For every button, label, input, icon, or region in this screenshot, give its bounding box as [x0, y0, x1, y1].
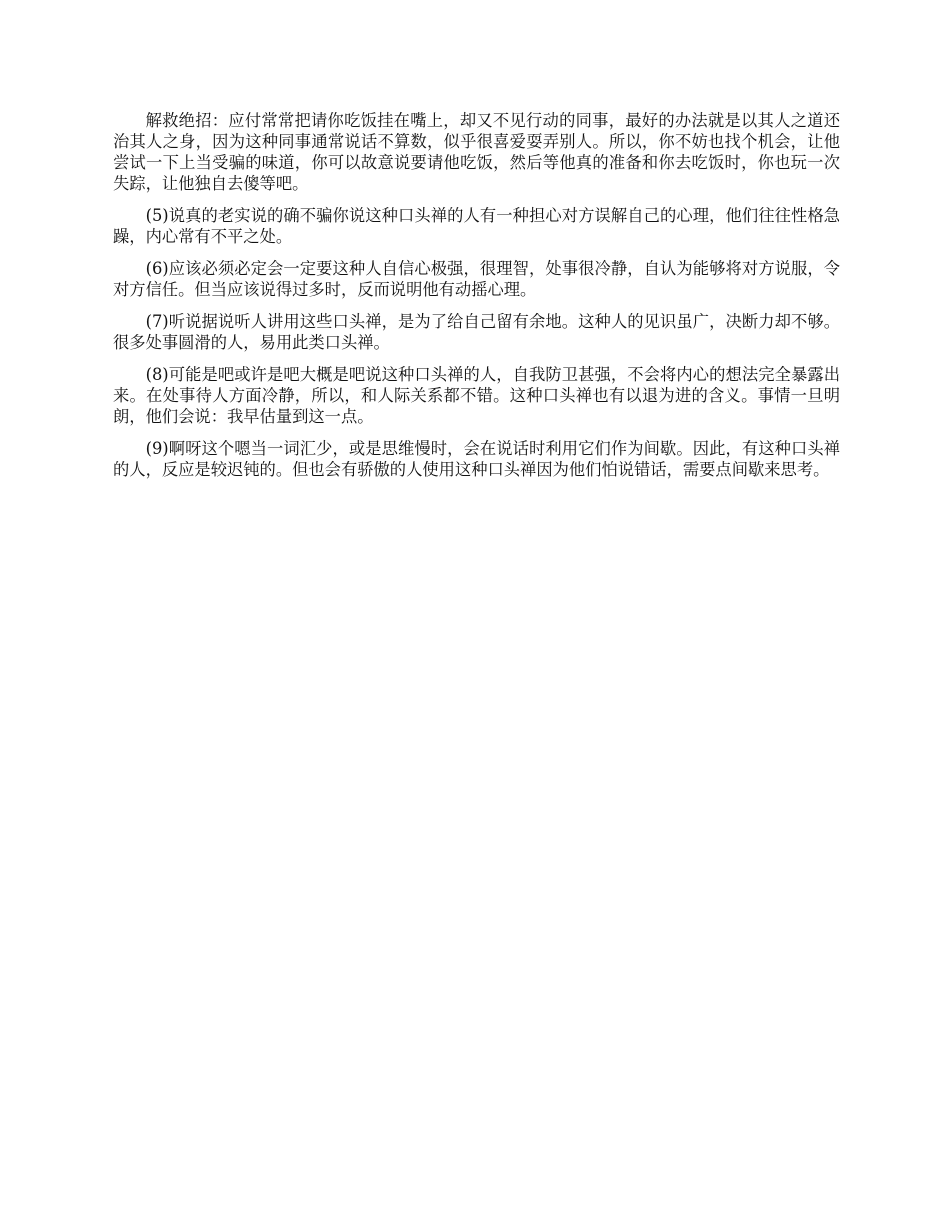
paragraph-item-6: (6)应该必须必定会一定要这种人自信心极强，很理智，处事很冷静，自认为能够将对方说服，令对方信任。但当应该说得过多时，反而说明他有动摇心理。 — [113, 259, 840, 299]
paragraph-item-5: (5)说真的老实说的确不骗你说这种口头禅的人有一种担心对方误解自己的心理，他们往往性格急躁，内心常有不平之处。 — [113, 206, 840, 246]
paragraph-item-9: (9)啊呀这个嗯当一词汇少，或是思维慢时，会在说话时利用它们作为间歇。因此，有这种口头禅的人，反应是较迟钝的。但也会有骄傲的人使用这种口头禅因为他们怕说错话，需要点间歇来思考。 — [113, 439, 840, 479]
paragraph-item-7: (7)听说据说听人讲用这些口头禅，是为了给自己留有余地。这种人的见识虽广，决断力却不够。很多处事圆滑的人，易用此类口头禅。 — [113, 312, 840, 352]
paragraph-rescue-tip: 解救绝招：应付常常把请你吃饭挂在嘴上，却又不见行动的同事，最好的办法就是以其人之道还治其人之身，因为这种同事通常说话不算数，似乎很喜爱耍弄别人。所以，你不妨也找个机会，让他尝试一下上当受骗的味道，你可以故意说要请他吃饭，然后等他真的准备和你去吃饭时，你也玩一次失踪，让他独自去傻等吧。 — [113, 111, 840, 193]
paragraph-item-8: (8)可能是吧或许是吧大概是吧说这种口头禅的人，自我防卫甚强，不会将内心的想法完全暴露出来。在处事待人方面冷静，所以，和人际关系都不错。这种口头禅也有以退为进的含义。事情一旦明朗，他们会说：我早估量到这一点。 — [113, 365, 840, 426]
